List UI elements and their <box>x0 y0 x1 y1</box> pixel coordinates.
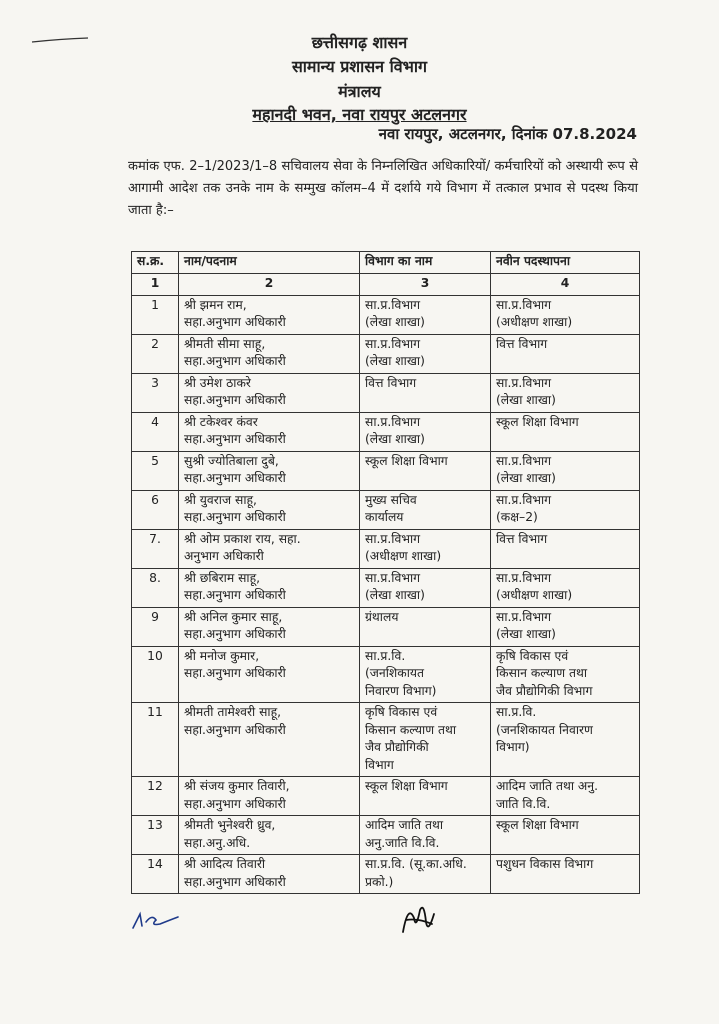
cell-name-designation <box>179 451 360 490</box>
cell-serial: 13 <box>132 816 179 855</box>
cell-text-line: सा.प्र.विभाग <box>496 375 552 390</box>
cell-text-line: (लेखा शाखा) <box>365 354 425 368</box>
cell-department <box>360 816 491 855</box>
column-number: 1 <box>132 274 179 296</box>
cell-new-posting <box>491 451 640 490</box>
cell-text-line: किसान कल्याण तथा <box>496 666 588 680</box>
cell-text-line: (लेखा शाखा) <box>365 588 425 602</box>
cell-text-line: श्रीमती तामेश्वरी साहू, <box>184 705 282 719</box>
cell-text-line: सहा.अनुभाग अधिकारी <box>184 874 286 889</box>
cell-name-designation <box>179 568 360 607</box>
cell-text-line: सा.प्र.वि. <box>496 705 537 719</box>
table-row <box>132 777 640 816</box>
cell-serial: 9 <box>132 607 179 646</box>
cell-serial: 8. <box>132 568 179 607</box>
cell-text-line: (लेखा शाखा) <box>496 627 556 641</box>
column-number: 4 <box>491 274 640 296</box>
cell-text-line: वित्त विभाग <box>365 375 417 390</box>
cell-text-line: कृषि विकास एवं <box>496 648 569 663</box>
cell-text-line: सहा.अनुभाग अधिकारी <box>184 393 286 407</box>
cell-text-line: सा.प्र.विभाग <box>365 336 421 351</box>
cell-serial: 6 <box>132 490 179 529</box>
cell-text-line: (लेखा शाखा) <box>496 471 556 485</box>
cell-new-posting <box>491 529 640 568</box>
cell-text-line: सा.प्र.विभाग <box>365 414 421 429</box>
cell-text-line: विभाग <box>365 757 394 772</box>
cell-department <box>360 373 491 412</box>
table-row <box>132 334 640 373</box>
cell-department <box>360 703 491 777</box>
cell-new-posting <box>491 855 640 894</box>
cell-text-line: श्री झमन राम, <box>184 297 247 312</box>
cell-department <box>360 777 491 816</box>
cell-text-line: श्री युवराज साहू, <box>184 492 257 507</box>
cell-text-line: कार्यालय <box>365 510 404 524</box>
cell-serial: 4 <box>132 412 179 451</box>
cell-text-line: (लेखा शाखा) <box>365 315 425 329</box>
cell-text-line: सा.प्र.वि. <box>365 648 406 663</box>
cell-text-line: (लेखा शाखा) <box>496 393 556 407</box>
cell-name-designation <box>179 373 360 412</box>
cell-text-line: सहा.अनुभाग अधिकारी <box>184 315 286 329</box>
column-number: 2 <box>179 274 360 296</box>
dateline: नवा रायपुर, अटलनगर, दिनांक 07.8.2024 <box>378 125 637 143</box>
cell-text-line: सा.प्र.विभाग <box>365 297 421 312</box>
table-row <box>132 855 640 894</box>
cell-department <box>360 490 491 529</box>
cell-serial: 14 <box>132 855 179 894</box>
cell-text-line: प्रको.) <box>365 874 394 889</box>
cell-text-line: (जनशिकायत <box>365 666 425 680</box>
cell-new-posting <box>491 490 640 529</box>
cell-name-designation <box>179 703 360 777</box>
cell-text-line: निवारण विभाग) <box>365 683 437 698</box>
cell-text-line: सहा.अनुभाग अधिकारी <box>184 796 286 811</box>
table-row <box>132 816 640 855</box>
cell-text-line: विभाग) <box>496 740 530 754</box>
cell-text-line: श्री ओम प्रकाश राय, सहा. <box>184 531 301 546</box>
cell-name-designation <box>179 855 360 894</box>
cell-new-posting <box>491 295 640 334</box>
officer-signature <box>398 900 438 940</box>
cell-name-designation <box>179 529 360 568</box>
cell-text-line: श्रीमती सीमा साहू, <box>184 336 266 351</box>
cell-text-line: सहा.अनुभाग अधिकारी <box>184 432 286 446</box>
cell-new-posting <box>491 646 640 703</box>
initials-signature <box>130 908 190 932</box>
column-number-row <box>132 274 640 296</box>
cell-text-line: (अधीक्षण शाखा) <box>496 588 573 602</box>
cell-text-line: श्रीमती भुनेश्वरी ध्रुव, <box>184 818 276 832</box>
cell-name-designation <box>179 490 360 529</box>
cell-new-posting <box>491 816 640 855</box>
table-row <box>132 529 640 568</box>
cell-text-line: (जनशिकायत निवारण <box>496 722 593 737</box>
cell-text-line: सा.प्र.विभाग <box>496 570 552 585</box>
cell-text-line: स्कूल शिक्षा विभाग <box>496 414 579 429</box>
cell-text-line: अनुभाग अधिकारी <box>184 549 264 563</box>
cell-serial: 10 <box>132 646 179 703</box>
cell-text-line: (लेखा शाखा) <box>365 432 425 446</box>
cell-name-designation <box>179 334 360 373</box>
header-name: नाम/पदनाम <box>179 252 360 274</box>
cell-text-line: आदिम जाति तथा <box>365 818 444 832</box>
cell-department <box>360 568 491 607</box>
header-serial: स.क्र. <box>132 252 179 274</box>
cell-text-line: श्री मनोज कुमार, <box>184 648 260 663</box>
cell-text-line: सा.प्र.विभाग <box>496 492 552 507</box>
cell-text-line: श्री आदित्य तिवारी <box>184 857 266 871</box>
cell-serial: 11 <box>132 703 179 777</box>
cell-name-designation <box>179 816 360 855</box>
cell-text-line: (कक्ष–2) <box>496 510 538 524</box>
cell-text-line: सहा.अनुभाग अधिकारी <box>184 471 286 485</box>
order-intro-paragraph: कमांक एफ. 2–1/2023/1–8 सचिवालय सेवा के निम्नलिखित अधिकारियों/ कर्मचारियों को अस्थायी रूप से आगामी आदेश तक उनके नाम के सम्मुख कॉलम–4 में दर्शाये गये विभाग में तत्काल प्रभाव से पदस्थ किया जाता है:– <box>128 159 638 218</box>
cell-text-line: सा.प्र.विभाग <box>496 453 552 468</box>
cell-text-line: अनु.जाति वि.वि. <box>365 835 440 850</box>
cell-text-line: पशुधन विकास विभाग <box>496 857 594 871</box>
cell-name-designation <box>179 412 360 451</box>
table-row <box>132 607 640 646</box>
header-address <box>0 103 719 125</box>
cell-text-line: स्कूल शिक्षा विभाग <box>365 453 448 468</box>
table-body <box>132 295 640 894</box>
cell-text-line: ग्रंथालय <box>365 609 399 624</box>
cell-serial: 12 <box>132 777 179 816</box>
cell-new-posting <box>491 412 640 451</box>
cell-department <box>360 451 491 490</box>
cell-new-posting <box>491 777 640 816</box>
cell-text-line: आदिम जाति तथा अनु. <box>496 779 599 793</box>
cell-new-posting <box>491 568 640 607</box>
column-number: 3 <box>360 274 491 296</box>
table-row <box>132 412 640 451</box>
cell-text-line: सा.प्र.विभाग <box>365 570 421 585</box>
table-row <box>132 568 640 607</box>
cell-new-posting <box>491 703 640 777</box>
cell-text-line: जाति वि.वि. <box>496 796 551 811</box>
cell-serial: 7. <box>132 529 179 568</box>
cell-text-line: श्री संजय कुमार तिवारी, <box>184 779 290 793</box>
cell-department <box>360 412 491 451</box>
table-row <box>132 295 640 334</box>
cell-text-line: श्री छबिराम साहू, <box>184 570 261 585</box>
cell-new-posting <box>491 373 640 412</box>
cell-serial: 5 <box>132 451 179 490</box>
cell-text-line: जैव प्रौद्योगिकी <box>365 740 429 754</box>
cell-department <box>360 529 491 568</box>
cell-text-line: सहा.अनुभाग अधिकारी <box>184 666 286 680</box>
table-header-row <box>132 252 640 274</box>
posting-table <box>131 251 640 894</box>
cell-text-line: सुश्री ज्योतिबाला दुबे, <box>184 453 279 468</box>
cell-text-line: जैव प्रौद्योगिकी विभाग <box>496 683 593 698</box>
cell-name-designation <box>179 607 360 646</box>
cell-name-designation <box>179 777 360 816</box>
cell-text-line: सहा.अनुभाग अधिकारी <box>184 510 286 524</box>
cell-serial: 1 <box>132 295 179 334</box>
cell-text-line: श्री अनिल कुमार साहू, <box>184 609 283 624</box>
table-row <box>132 646 640 703</box>
cell-text-line: वित्त विभाग <box>496 531 548 546</box>
cell-text-line: किसान कल्याण तथा <box>365 722 457 737</box>
header-government: छत्तीसगढ़ शासन <box>311 33 408 52</box>
cell-text-line: कृषि विकास एवं <box>365 705 438 719</box>
cell-text-line: स्कूल शिक्षा विभाग <box>496 818 579 832</box>
header-new-posting: नवीन पदस्थापना <box>491 252 640 274</box>
cell-text-line: सा.प्र.विभाग <box>496 609 552 624</box>
cell-new-posting <box>491 607 640 646</box>
cell-text-line: सहा.अनुभाग अधिकारी <box>184 354 286 368</box>
header-address-text: महानदी भवन, नवा रायपुर अटलनगर <box>252 105 467 124</box>
table-row <box>132 703 640 777</box>
cell-text-line: श्री टकेश्वर कंवर <box>184 414 258 429</box>
cell-department <box>360 334 491 373</box>
cell-serial: 2 <box>132 334 179 373</box>
cell-serial: 3 <box>132 373 179 412</box>
cell-text-line: मुख्य सचिव <box>365 492 417 507</box>
cell-text-line: सा.प्र.विभाग <box>496 297 552 312</box>
cell-text-line: श्री उमेश ठाकरे <box>184 375 251 390</box>
cell-department <box>360 646 491 703</box>
cell-text-line: (अधीक्षण शाखा) <box>496 315 573 329</box>
table-row <box>132 451 640 490</box>
header-department: सामान्य प्रशासन विभाग <box>291 57 428 76</box>
cell-text-line: वित्त विभाग <box>496 336 548 351</box>
cell-text-line: सहा.अनुभाग अधिकारी <box>184 588 286 602</box>
cell-text-line: सहा.अनुभाग अधिकारी <box>184 722 286 737</box>
cell-department <box>360 607 491 646</box>
cell-department <box>360 295 491 334</box>
cell-text-line: (अधीक्षण शाखा) <box>365 549 442 563</box>
cell-new-posting <box>491 334 640 373</box>
cell-name-designation <box>179 295 360 334</box>
header-department: विभाग का नाम <box>360 252 491 274</box>
cell-text-line: स्कूल शिक्षा विभाग <box>365 779 448 793</box>
cell-text-line: सहा.अनुभाग अधिकारी <box>184 627 286 641</box>
cell-text-line: सा.प्र.विभाग <box>365 531 421 546</box>
header-ministry: मंत्रालय <box>338 82 381 101</box>
cell-text-line: सहा.अनु.अधि. <box>184 835 251 850</box>
table-row <box>132 490 640 529</box>
table-row <box>132 373 640 412</box>
cell-text-line: सा.प्र.वि. (सू.का.अधि. <box>365 857 467 871</box>
cell-department <box>360 855 491 894</box>
cell-name-designation <box>179 646 360 703</box>
